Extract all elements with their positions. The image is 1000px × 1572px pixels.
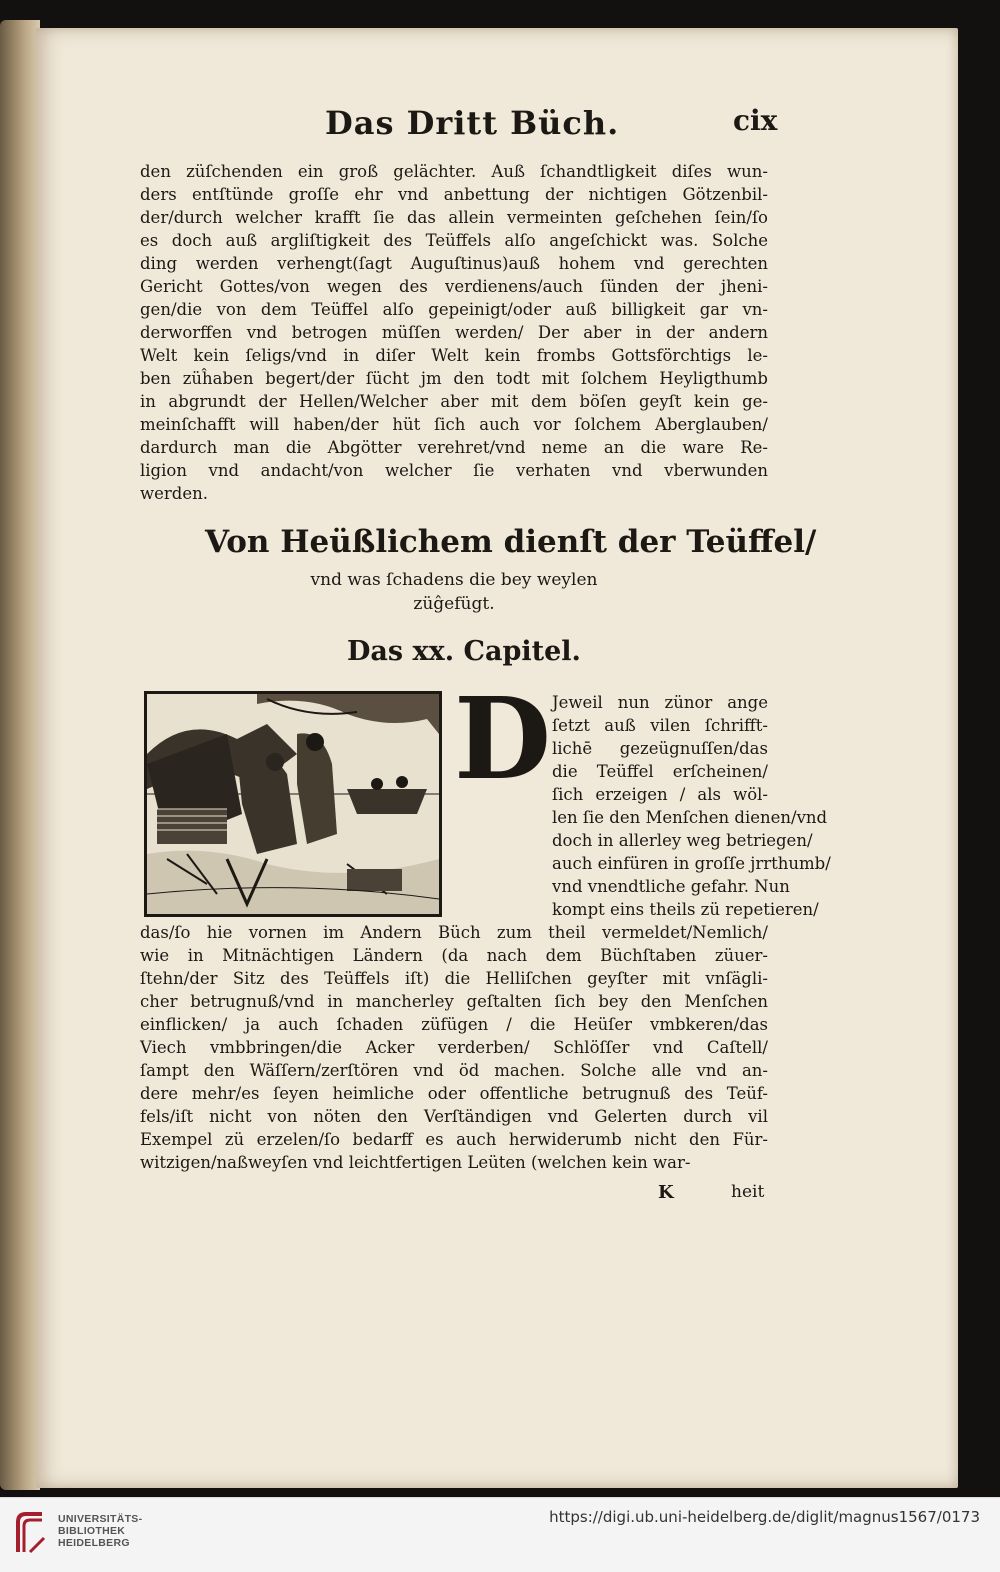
decorated-initial: [454, 674, 552, 805]
library-name-line-1: UNIVERSITÄTS-: [58, 1513, 143, 1525]
folio-number: cix: [733, 104, 778, 137]
text-line: meinſchafft will haben/der hüt ſich auch vor ſolchem Aberglauben/: [140, 415, 768, 434]
paragraph-2: [140, 921, 768, 1174]
text-line: dere mehr/es ſeyen heimliche oder offentliche betrugnuß des Teüf-: [140, 1084, 768, 1103]
text-line: witzigen/naßweyſen vnd leichtfertigen Leüten (welchen kein war-: [140, 1153, 691, 1172]
text-line: ding werden verhengt(ſagt Auguſtinus)auß hohem vnd gerechten: [140, 254, 768, 273]
paragraph-2-beside-image: [552, 691, 831, 921]
text-line: der/durch welcher krafft ſie das allein vermeinten geſchehen ſein/ſo: [140, 208, 768, 227]
text-line: werden.: [140, 484, 208, 503]
running-head: Das Dritt Büch.: [325, 104, 620, 142]
text-line: kompt eins theils zü repetieren/: [552, 900, 819, 919]
text-line: derworffen vnd betrogen müſſen werden/ Der aber in der andern: [140, 323, 768, 342]
text-line: cher betrugnuß/vnd in mancherley geſtalten ſich bey den Menſchen: [140, 992, 768, 1011]
book-edge: [0, 20, 40, 1490]
viewer-footer: [0, 1497, 1000, 1572]
text-line: len ſie den Menſchen dienen/vnd: [552, 808, 828, 827]
woodcut-illustration: [144, 691, 442, 917]
text-line: den züſchenden ein groß gelächter. Auß ſchandtligkeit diſes wun-: [140, 162, 768, 181]
text-line: fels/iſt nicht von nöten den Verſtändigen vnd Gelerten durch vil: [140, 1107, 768, 1126]
catchword: heit: [731, 1182, 765, 1202]
paragraph-1: [140, 160, 768, 505]
text-line: das/ſo hie vornen im Andern Büch zum theil vermeldet/Nemlich/: [140, 923, 768, 942]
text-line: ben züĥaben begert/der ſücht jm den todt mit ſolchem Heyligthumb: [140, 369, 768, 388]
text-line: in abgrundt der Hellen/Welcher aber mit dem böſen geyſt kein ge-: [140, 392, 768, 411]
initial-letter: D: [454, 674, 552, 805]
chapter-number: Das xx. Capitel.: [347, 636, 581, 667]
library-name-line-2: BIBLIOTHEK: [58, 1525, 126, 1537]
text-line: die Teüffel erſcheinen/: [552, 762, 768, 781]
chapter-title: Von Heüßlichem dienſt der Teüffel/: [205, 524, 817, 560]
text-line: Exempel zü erzelen/ſo bedarff es auch herwiderumb nicht den Für-: [140, 1130, 768, 1149]
permalink-url[interactable]: https://digi.ub.uni-heidelberg.de/diglit/magnus1567/0173: [549, 1508, 980, 1526]
text-line: einflicken/ ja auch ſchaden züfügen / die Heüſer vmbkeren/das: [140, 1015, 768, 1034]
library-name-line-3: HEIDELBERG: [58, 1537, 130, 1549]
text-line: vnd vnendtliche gefahr. Nun: [552, 877, 790, 896]
text-line: ſetzt auß vilen ſchrifft-: [552, 716, 768, 735]
text-line: wie in Mitnächtigen Ländern (da nach dem Büchſtaben züuer-: [140, 946, 768, 965]
signature-mark: K: [658, 1182, 674, 1203]
text-line: lichē gezeügnuſſen/das: [552, 739, 768, 758]
university-library-logo-icon[interactable]: [12, 1508, 50, 1558]
text-line: dardurch man die Abgötter verehret/vnd neme an die ware Re-: [140, 438, 768, 457]
text-line: ligion vnd andacht/von welcher ſie verhaten vnd vberwunden: [140, 461, 768, 480]
text-line: ſich erzeigen / als wöl-: [552, 785, 768, 804]
text-line: doch in allerley weg betriegen/: [552, 831, 813, 850]
text-line: ders entſtünde groſſe ehr vnd anbettung der nichtigen Götzenbil-: [140, 185, 768, 204]
text-line: ſtehn/der Sitz des Teüffels iſt) die Helliſchen geyſter mit vnſägli-: [140, 969, 768, 988]
text-line: es doch auß argliſtigkeit des Teüffels alſo angeſchickt was. Solche: [140, 231, 768, 250]
text-line: ſampt den Wäſſern/zerſtören vnd öd machen. Solche alle vnd an-: [140, 1061, 768, 1080]
text-line: gen/die von dem Teüffel alſo gepeinigt/oder auß billigkeit gar vn-: [140, 300, 768, 319]
chapter-subtitle-2: züĝefügt.: [413, 594, 495, 614]
chapter-subtitle-1: vnd was ſchadens die bey weylen: [310, 570, 598, 590]
text-line: Jeweil nun zünor ange: [552, 693, 768, 712]
text-line: auch einfüren in groſſe jrrthumb/: [552, 854, 831, 873]
text-line: Gericht Gottes/von wegen des verdienens/auch ſünden der jheni-: [140, 277, 768, 296]
text-line: Viech vmbbringen/die Acker verderben/ Schlöſſer vnd Caſtell/: [140, 1038, 768, 1057]
library-name[interactable]: [58, 1513, 142, 1549]
text-line: Welt kein ſeligs/vnd in diſer Welt kein frombs Gottsförchtigs le-: [140, 346, 768, 365]
